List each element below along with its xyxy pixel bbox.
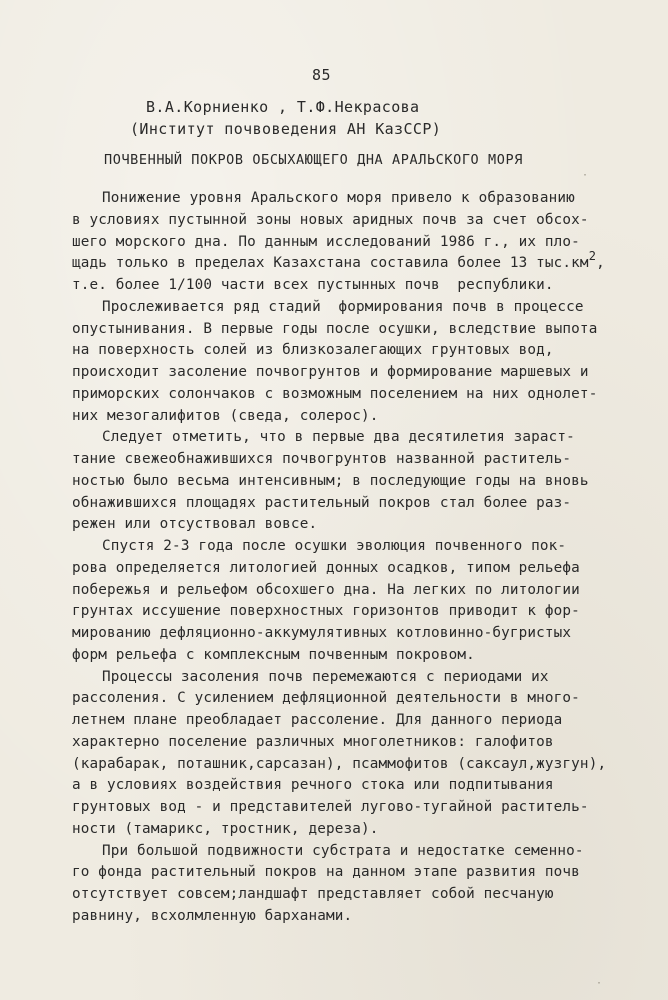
superscript: 2	[588, 249, 597, 264]
institute: (Институт почвоведения АН КазССР)	[130, 120, 442, 138]
text-line: а в условиях воздействия речного стока или подпитывания	[72, 777, 554, 794]
text-line: Процессы засоления почв перемежаются с периодами их	[102, 668, 549, 685]
text-line: Понижение уровня Аральского моря привело к образованию	[102, 190, 575, 206]
text-line: т.е. более 1/100 части всех пустынных почв республики.	[72, 277, 554, 293]
text-line: происходит засоление почвогрунтов и формирование маршевых и	[72, 364, 589, 380]
text-line: Следует отметить, что в первые два десятилетия зараст-	[102, 429, 575, 446]
text-line: Спустя 2-3 года после осушки эволюция почвенного пок-	[102, 538, 567, 554]
text-line: отсутствует совсем;ландшафт представляет собой песчаную	[72, 886, 554, 902]
text-line: щадь только в пределах Казахстана составила более 13 тыс.км	[72, 255, 589, 272]
paper-speck: ·	[582, 170, 589, 181]
body-text	[72, 188, 632, 928]
text-line: рова определяется литологией донных осадков, типом рельефа	[72, 559, 580, 576]
text-line: рассоления. С усилением дефляционной деятельности в много-	[72, 690, 580, 707]
text-line: в условиях пустынной зоны новых аридных почв за счет обсох-	[72, 211, 589, 228]
text-line: летнем плане преобладает рассоление. Для данного периода	[72, 712, 563, 728]
text-line: приморских солончаков с возможным поселением на них однолет-	[72, 385, 598, 402]
text-line: шего морского дна. По данным исследований 1986 г., их пло-	[72, 233, 580, 250]
text-line: мированию дефляционно-аккумулятивных котловинно-бугристых	[72, 625, 572, 641]
text-line: опустынивания. В первые годы после осушки, вследствие выпота	[72, 320, 598, 337]
text-line: равнину, всхолмленную барханами.	[72, 907, 353, 924]
text-line: режен или отсуствовал вовсе.	[72, 516, 318, 533]
page-number: 85	[312, 66, 332, 84]
text-line: обнажившихся площадях растительный покров стал более раз-	[72, 494, 572, 511]
text-line: грунтах иссушение поверхностных горизонтов приводит к фор-	[72, 603, 580, 620]
text-line: характерно поселение различных многолетников: галофитов	[72, 733, 554, 750]
text-line: тание свежеобнажившихся почвогрунтов названной раститель-	[72, 451, 572, 467]
authors: В.А.Корниенко , Т.Ф.Некрасова	[146, 98, 420, 116]
text-line: грунтовых вод - и представителей лугово-тугайной раститель-	[72, 799, 589, 815]
text-line: ности (тамарикс, тростник, дереза).	[72, 820, 379, 837]
article-title: ПОЧВЕННЫЙ ПОКРОВ ОБСЫХАЮЩЕГО ДНА АРАЛЬСКОГО МОРЯ	[104, 152, 523, 168]
text-line: Прослеживается ряд стадий формирования почв в процессе	[102, 298, 584, 315]
text-line: форм рельефа с комплексным почвенным покровом.	[72, 646, 475, 663]
text-line: ностью было весьма интенсивным; в последующие годы на вновь	[72, 472, 589, 489]
text-line: го фонда растительный покров на данном этапе развития почв	[72, 864, 580, 881]
text-line: них мезогалифитов (сведа, солерос).	[72, 407, 379, 424]
text-line: (карабарак, поташник,сарсазан), псаммофитов (саксаул,жузгун),	[72, 755, 607, 772]
paper-speck: ·	[596, 978, 603, 989]
text-line: При большой подвижности субстрата и недостатке семенно-	[102, 842, 584, 859]
punctuation: ,	[596, 255, 605, 272]
text-line: побережья и рельефом обсохшего дна. На легких по литологии	[72, 581, 580, 598]
text-line: на поверхность солей из близкозалегающих грунтовых вод,	[72, 342, 554, 359]
text-line-with-superscript	[72, 249, 632, 275]
